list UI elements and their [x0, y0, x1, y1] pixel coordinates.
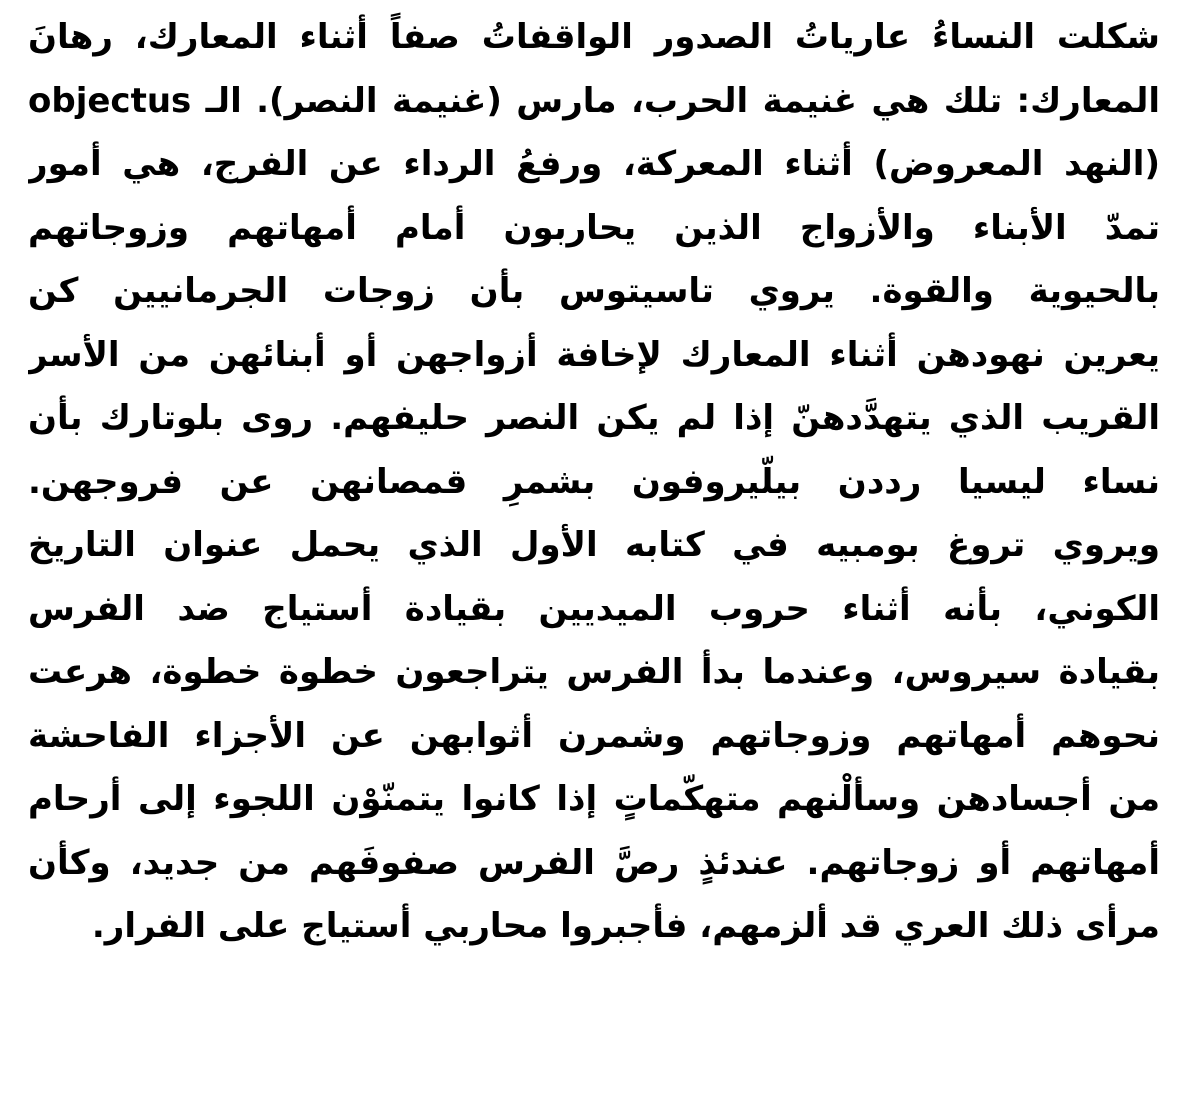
- text-line: تمدّ الأبناء والأزواج الذين يحاربون أمام أمهاتهم وزوجاتهم: [28, 207, 1160, 248]
- text-line: نساء ليسيا رددن بيلّيروفون بشمرِ قمصانهن عن فروجهن.: [28, 461, 1160, 502]
- text-line: شكلت النساءُ عارياتُ الصدور الواقفاتُ صفاً أثناء المعارك، رهانَ: [28, 17, 1160, 57]
- text-line: مرأى ذلك العري قد ألزمهم، فأجبروا محاربي أستياج على الفرار.: [91, 906, 1160, 946]
- body-text: [28, 6, 1160, 959]
- text-line: بالحيوية والقوة. يروي تاسيتوس بأن زوجات الجرمانيين كن: [28, 271, 1160, 311]
- text-line: أمهاتهم أو زوجاتهم. عندئذٍ رصَّ الفرس صفوفَهم من جديد، وكأن: [28, 842, 1160, 883]
- text-line: المعارك: تلك هي غنيمة الحرب، مارس (غنيمة النصر). الـ objectus: [28, 80, 1160, 121]
- text-line: يعرين نهودهن أثناء المعارك لإخافة أزواجهن أو أبنائهن من الأسر: [28, 334, 1160, 375]
- text-line: القريب الذي يتهدَّدهنّ إذا لم يكن النصر حليفهم. روى بلوتارك بأن: [28, 398, 1160, 438]
- text-line: من أجسادهن وسألْنهم متهكّماتٍ إذا كانوا يتمنّوْن اللجوء إلى أرحام: [28, 779, 1160, 819]
- text-line: بقيادة سيروس، وعندما بدأ الفرس يتراجعون خطوة خطوة، هرعت: [28, 652, 1160, 692]
- text-line: ويروي تروغ بومبيه في كتابه الأول الذي يحمل عنوان التاريخ: [28, 525, 1160, 565]
- text-line: نحوهم أمهاتهم وزوجاتهم وشمرن أثوابهن عن الأجزاء الفاحشة: [28, 715, 1160, 756]
- text-line: (النهد المعروض) أثناء المعركة، ورفعُ الرداء عن الفرج، هي أمور: [28, 144, 1160, 184]
- text-line: الكوني، بأنه أثناء حروب الميديين بقيادة أستياج ضد الفرس: [28, 588, 1160, 629]
